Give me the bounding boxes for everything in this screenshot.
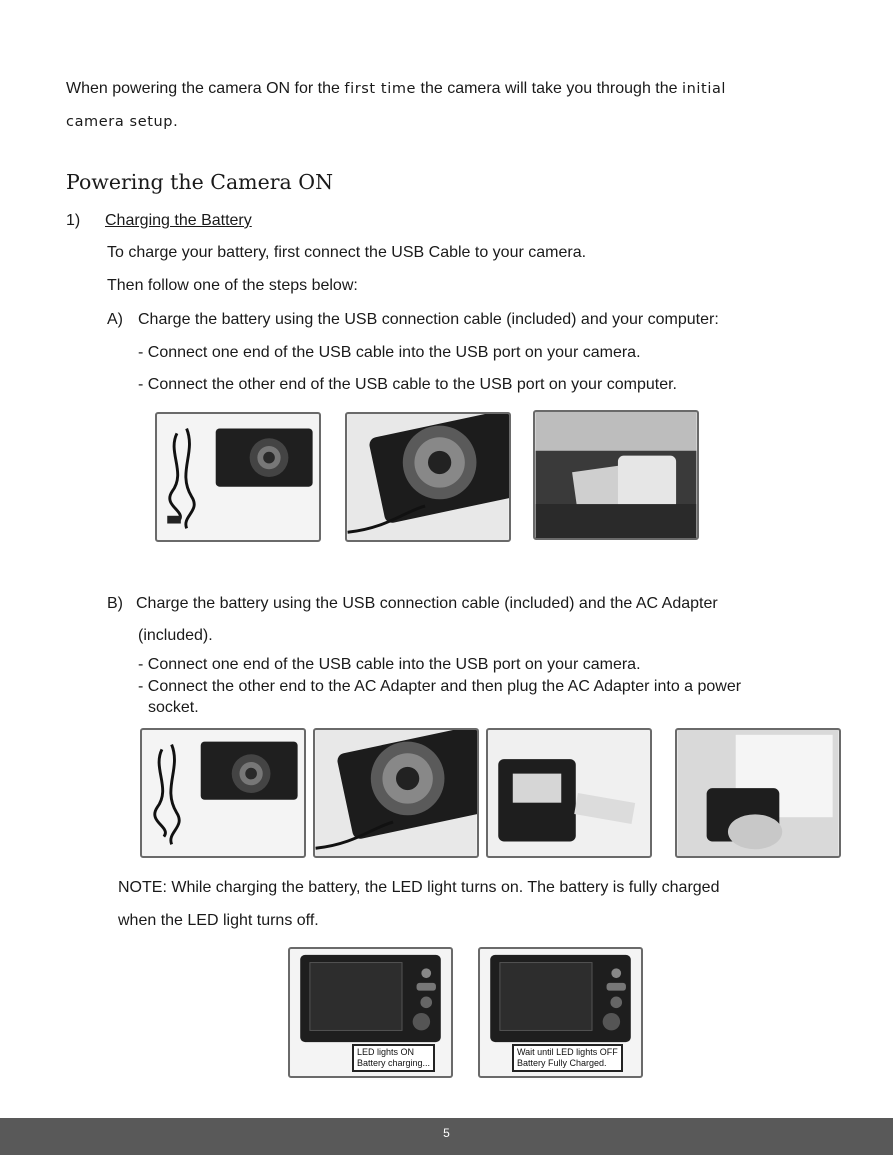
option-b-text-cont: (included).	[138, 627, 213, 644]
photo-camera-and-cable-b	[140, 728, 306, 858]
led-on-caption	[352, 1044, 435, 1072]
intro-camera-setup: camera setup.	[66, 114, 179, 130]
photo-cable-to-camera	[345, 412, 511, 542]
photo-usb-to-computer	[533, 410, 699, 540]
section-title: Powering the Camera ON	[66, 170, 334, 194]
intro-line-1	[66, 79, 726, 99]
photo-ac-adapter	[486, 728, 652, 858]
option-a-bullet-1: - Connect one end of the USB cable into the USB port on your camera.	[138, 344, 641, 361]
intro-initial: initial	[681, 81, 727, 97]
intro-text-2: the camera will take you through the	[416, 80, 682, 97]
page-number: 5	[443, 1126, 450, 1140]
photo-power-socket	[675, 728, 841, 858]
photo-camera-and-cable	[155, 412, 321, 542]
photo-led-off	[478, 947, 643, 1078]
led-on-caption-line-1: LED lights ON	[357, 1047, 415, 1057]
led-off-caption-line-1: Wait until LED lights OFF	[517, 1047, 618, 1057]
camera-cable-illustration	[157, 414, 319, 540]
option-b-bullet-2: - Connect the other end to the AC Adapter and then plug the AC Adapter into a power	[138, 678, 742, 695]
option-b-bullet-2-cont: socket.	[148, 699, 199, 716]
option-b-bullet-1: - Connect one end of the USB cable into the USB port on your camera.	[138, 656, 641, 673]
led-off-caption	[512, 1044, 623, 1072]
ac-adapter-illustration	[488, 730, 650, 856]
usb-plug-illustration	[535, 412, 697, 538]
led-on-caption-line-2: Battery charging...	[357, 1058, 431, 1068]
step-line-2: Then follow one of the steps below:	[107, 277, 358, 294]
step-line-1: To charge your battery, first connect the USB Cable to your camera.	[107, 244, 587, 261]
option-b-letter: B)	[107, 595, 123, 612]
cable-camera-illustration-b	[315, 730, 477, 856]
page-footer	[0, 1118, 893, 1155]
step-number: 1)	[66, 212, 81, 229]
photo-cable-to-camera-b	[313, 728, 479, 858]
option-a-bullet-2: - Connect the other end of the USB cable to the USB port on your computer.	[138, 376, 677, 393]
cable-camera-illustration	[347, 414, 509, 540]
note-line-1: NOTE: While charging the battery, the LED light turns on. The battery is fully charged	[118, 879, 720, 896]
camera-cable-illustration-b	[142, 730, 304, 856]
photo-led-on	[288, 947, 453, 1078]
led-off-caption-line-2: Battery Fully Charged.	[517, 1058, 607, 1068]
option-b-text: Charge the battery using the USB connection cable (included) and the AC Adapter	[136, 595, 718, 612]
option-a-text: Charge the battery using the USB connection cable (included) and your computer:	[138, 311, 719, 328]
power-socket-illustration	[677, 730, 839, 856]
step-title: Charging the Battery	[105, 212, 252, 229]
intro-text: When powering the camera ON for the	[66, 80, 345, 97]
intro-line-2	[66, 112, 178, 132]
intro-first-time: first time	[344, 81, 417, 97]
option-a-letter: A)	[107, 311, 123, 328]
note-line-2: when the LED light turns off.	[118, 912, 319, 929]
